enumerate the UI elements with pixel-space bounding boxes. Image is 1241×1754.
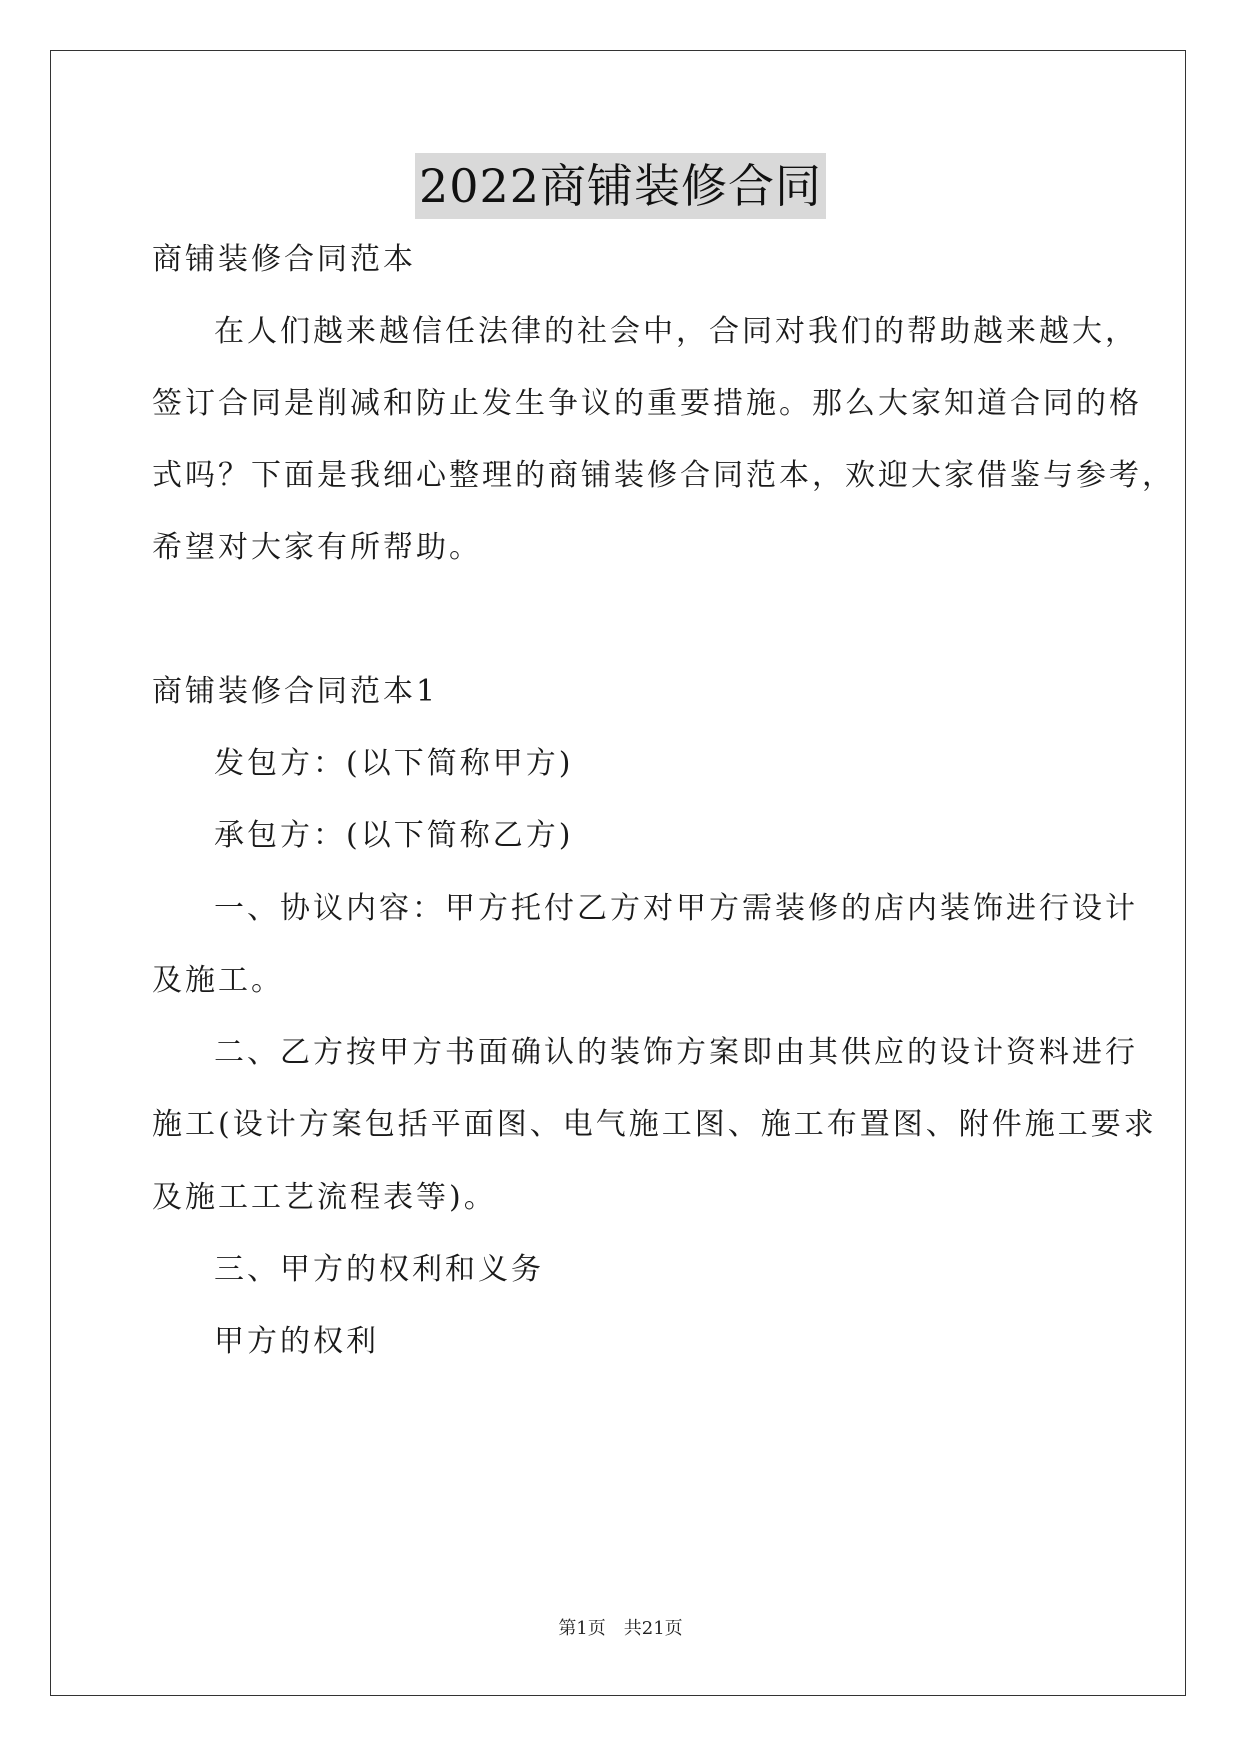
paragraph-line: 式吗？下面是我细心整理的商铺装修合同范本，欢迎大家借鉴与参考， <box>152 458 1175 493</box>
page-border <box>50 50 1186 1696</box>
paragraph-line: 及施工工艺流程表等)。 <box>152 1180 497 1215</box>
paragraph-line: 一、协议内容：甲方托付乙方对甲方需装修的店内装饰进行设计 <box>214 891 1138 926</box>
paragraph-line: 承包方：(以下简称乙方) <box>214 818 574 853</box>
section-heading: 商铺装修合同范本 <box>152 242 416 277</box>
section-heading: 商铺装修合同范本1 <box>152 674 439 709</box>
paragraph-line: 及施工。 <box>152 963 284 998</box>
paragraph-line: 施工(设计方案包括平面图、电气施工图、施工布置图、附件施工要求 <box>152 1107 1157 1142</box>
paragraph-line: 发包方：(以下简称甲方) <box>214 746 574 781</box>
title-container <box>0 153 1241 219</box>
paragraph-line: 甲方的权利 <box>214 1324 379 1359</box>
paragraph-line: 在人们越来越信任法律的社会中，合同对我们的帮助越来越大， <box>214 314 1138 349</box>
paragraph-line: 二、乙方按甲方书面确认的装饰方案即由其供应的设计资料进行 <box>214 1035 1138 1070</box>
paragraph-line: 三、甲方的权利和义务 <box>214 1252 544 1287</box>
page-footer: 第1页 共21页 <box>558 1618 683 1639</box>
paragraph-line: 签订合同是削减和防止发生争议的重要措施。那么大家知道合同的格 <box>152 386 1142 421</box>
paragraph-line: 希望对大家有所帮助。 <box>152 530 482 565</box>
document-title: 2022商铺装修合同 <box>415 153 826 219</box>
